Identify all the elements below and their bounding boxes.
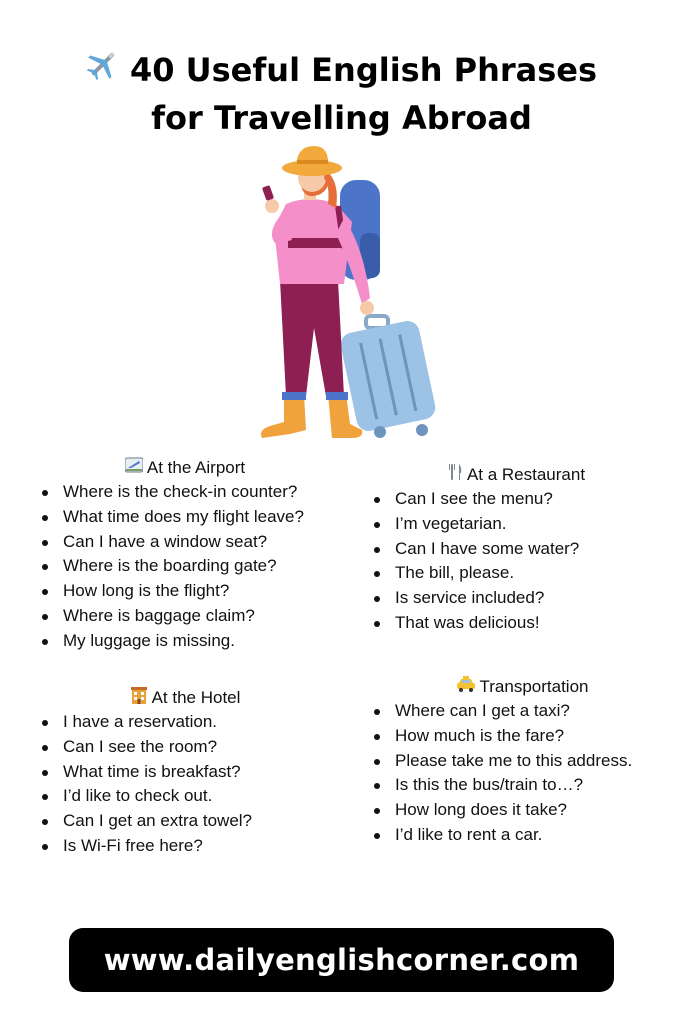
section-heading [372, 675, 672, 699]
airport-icon [125, 456, 143, 480]
list-item: Where is the check-in counter? [40, 480, 330, 505]
list-item: My luggage is missing. [40, 629, 330, 654]
list-item: Can I see the room? [40, 735, 330, 760]
phrase-list [40, 710, 330, 859]
list-item: Is Wi-Fi free here? [40, 834, 330, 859]
page-title-line2: for Travelling Abroad [151, 99, 532, 137]
section-heading-text: At the Airport [146, 458, 246, 477]
list-item: I have a reservation. [40, 710, 330, 735]
list-item: Can I get an extra towel? [40, 809, 330, 834]
hotel-icon [130, 686, 148, 711]
list-item: Is service included? [372, 586, 662, 611]
list-item: What time does my flight leave? [40, 505, 330, 530]
phrase-list [372, 487, 662, 636]
list-item: Is this the bus/train to…? [372, 773, 672, 798]
page-title-line1 [0, 46, 683, 94]
airplane-icon [86, 46, 120, 94]
list-item: Please take me to this address. [372, 749, 672, 774]
list-item: I’d like to rent a car. [372, 823, 672, 848]
section-heading-text: At the Hotel [151, 688, 241, 707]
list-item: The bill, please. [372, 561, 662, 586]
title-text-line1: 40 Useful English Phrases [129, 51, 598, 89]
list-item: I’m vegetarian. [372, 512, 662, 537]
phrase-list [372, 699, 672, 848]
list-item: Where is the boarding gate? [40, 554, 330, 579]
section-restaurant [372, 463, 662, 636]
list-item: Where is baggage claim? [40, 604, 330, 629]
section-heading-text: At a Restaurant [466, 465, 586, 484]
list-item: That was delicious! [372, 611, 662, 636]
website-banner [69, 928, 614, 992]
list-item: Can I have a window seat? [40, 530, 330, 555]
fork-knife-icon [449, 463, 463, 488]
list-item: How long does it take? [372, 798, 672, 823]
list-item: I’d like to check out. [40, 784, 330, 809]
website-url: www.dailyenglishcorner.com [103, 943, 580, 977]
section-airport [40, 456, 330, 654]
list-item: How much is the fare? [372, 724, 672, 749]
list-item: What time is breakfast? [40, 760, 330, 785]
section-heading [40, 686, 330, 710]
suitcase [338, 316, 437, 438]
list-item: Can I have some water? [372, 537, 662, 562]
section-heading-text: Transportation [479, 677, 589, 696]
section-heading [372, 463, 662, 487]
list-item: How long is the flight? [40, 579, 330, 604]
taxi-icon [456, 675, 476, 699]
section-transportation [372, 675, 672, 848]
phrase-list [40, 480, 330, 654]
section-heading [40, 456, 330, 480]
list-item: Where can I get a taxi? [372, 699, 672, 724]
traveler-illustration [240, 138, 440, 448]
list-item: Can I see the menu? [372, 487, 662, 512]
section-hotel [40, 686, 330, 859]
